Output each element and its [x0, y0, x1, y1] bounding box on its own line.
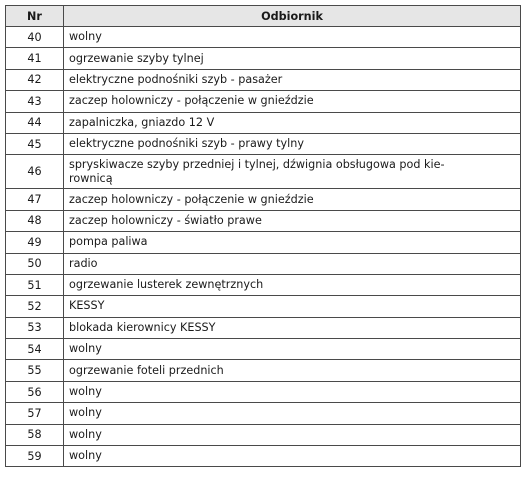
table-row [6, 424, 521, 445]
fuse-number: 49 [6, 232, 64, 253]
fuse-receiver: wolny [64, 446, 521, 467]
table-row [6, 210, 521, 231]
fuse-receiver: zapalniczka, gniazdo 12 V [64, 112, 521, 133]
fuse-receiver: wolny [64, 424, 521, 445]
fuse-number: 52 [6, 296, 64, 317]
fuse-receiver: ogrzewanie lusterek zewnętrznych [64, 274, 521, 295]
table-row [6, 403, 521, 424]
fuse-number: 45 [6, 133, 64, 154]
fuse-receiver: radio [64, 253, 521, 274]
fuse-number: 40 [6, 27, 64, 48]
fuse-receiver-line-1: spryskiwacze szyby przedniej i tylnej, dźwignia obsługowa pod kie- [69, 157, 445, 171]
fuse-number: 46 [6, 155, 64, 189]
fuse-receiver: wolny [64, 27, 521, 48]
fuse-receiver: ogrzewanie foteli przednich [64, 360, 521, 381]
table-body [6, 27, 521, 467]
fuse-receiver: wolny [64, 339, 521, 360]
fuse-receiver: elektryczne podnośniki szyb - pasażer [64, 69, 521, 90]
fuse-table-container [5, 5, 521, 467]
fuse-receiver: elektryczne podnośniki szyb - prawy tylny [64, 133, 521, 154]
fuse-number: 48 [6, 210, 64, 231]
table-row [6, 69, 521, 90]
table-row [6, 155, 521, 189]
table-row [6, 360, 521, 381]
fuse-number: 43 [6, 91, 64, 112]
fuse-receiver: wolny [64, 381, 521, 402]
table-row [6, 232, 521, 253]
fuse-number: 42 [6, 69, 64, 90]
fuse-receiver [64, 155, 521, 189]
fuse-table [5, 5, 521, 467]
fuse-number: 54 [6, 339, 64, 360]
table-row [6, 189, 521, 210]
fuse-number: 53 [6, 317, 64, 338]
column-header-nr: Nr [6, 6, 64, 27]
table-header-row [6, 6, 521, 27]
fuse-number: 47 [6, 189, 64, 210]
table-row [6, 339, 521, 360]
fuse-number: 59 [6, 446, 64, 467]
fuse-receiver: blokada kierownicy KESSY [64, 317, 521, 338]
table-row [6, 381, 521, 402]
table-row [6, 112, 521, 133]
fuse-number: 41 [6, 48, 64, 69]
fuse-receiver: pompa paliwa [64, 232, 521, 253]
table-row [6, 446, 521, 467]
column-header-odbiornik: Odbiornik [64, 6, 521, 27]
fuse-receiver: wolny [64, 403, 521, 424]
fuse-receiver: ogrzewanie szyby tylnej [64, 48, 521, 69]
fuse-number: 51 [6, 274, 64, 295]
table-row [6, 48, 521, 69]
fuse-number: 44 [6, 112, 64, 133]
table-row [6, 274, 521, 295]
fuse-receiver: zaczep holowniczy - światło prawe [64, 210, 521, 231]
table-row [6, 296, 521, 317]
table-row [6, 91, 521, 112]
fuse-number: 56 [6, 381, 64, 402]
fuse-receiver: KESSY [64, 296, 521, 317]
table-row [6, 133, 521, 154]
fuse-receiver: zaczep holowniczy - połączenie w gnieździe [64, 189, 521, 210]
table-row [6, 253, 521, 274]
fuse-number: 50 [6, 253, 64, 274]
fuse-number: 57 [6, 403, 64, 424]
table-row [6, 27, 521, 48]
table-row [6, 317, 521, 338]
fuse-receiver: zaczep holowniczy - połączenie w gnieździe [64, 91, 521, 112]
fuse-number: 55 [6, 360, 64, 381]
fuse-receiver-line-2: rownicą [69, 171, 113, 185]
fuse-number: 58 [6, 424, 64, 445]
